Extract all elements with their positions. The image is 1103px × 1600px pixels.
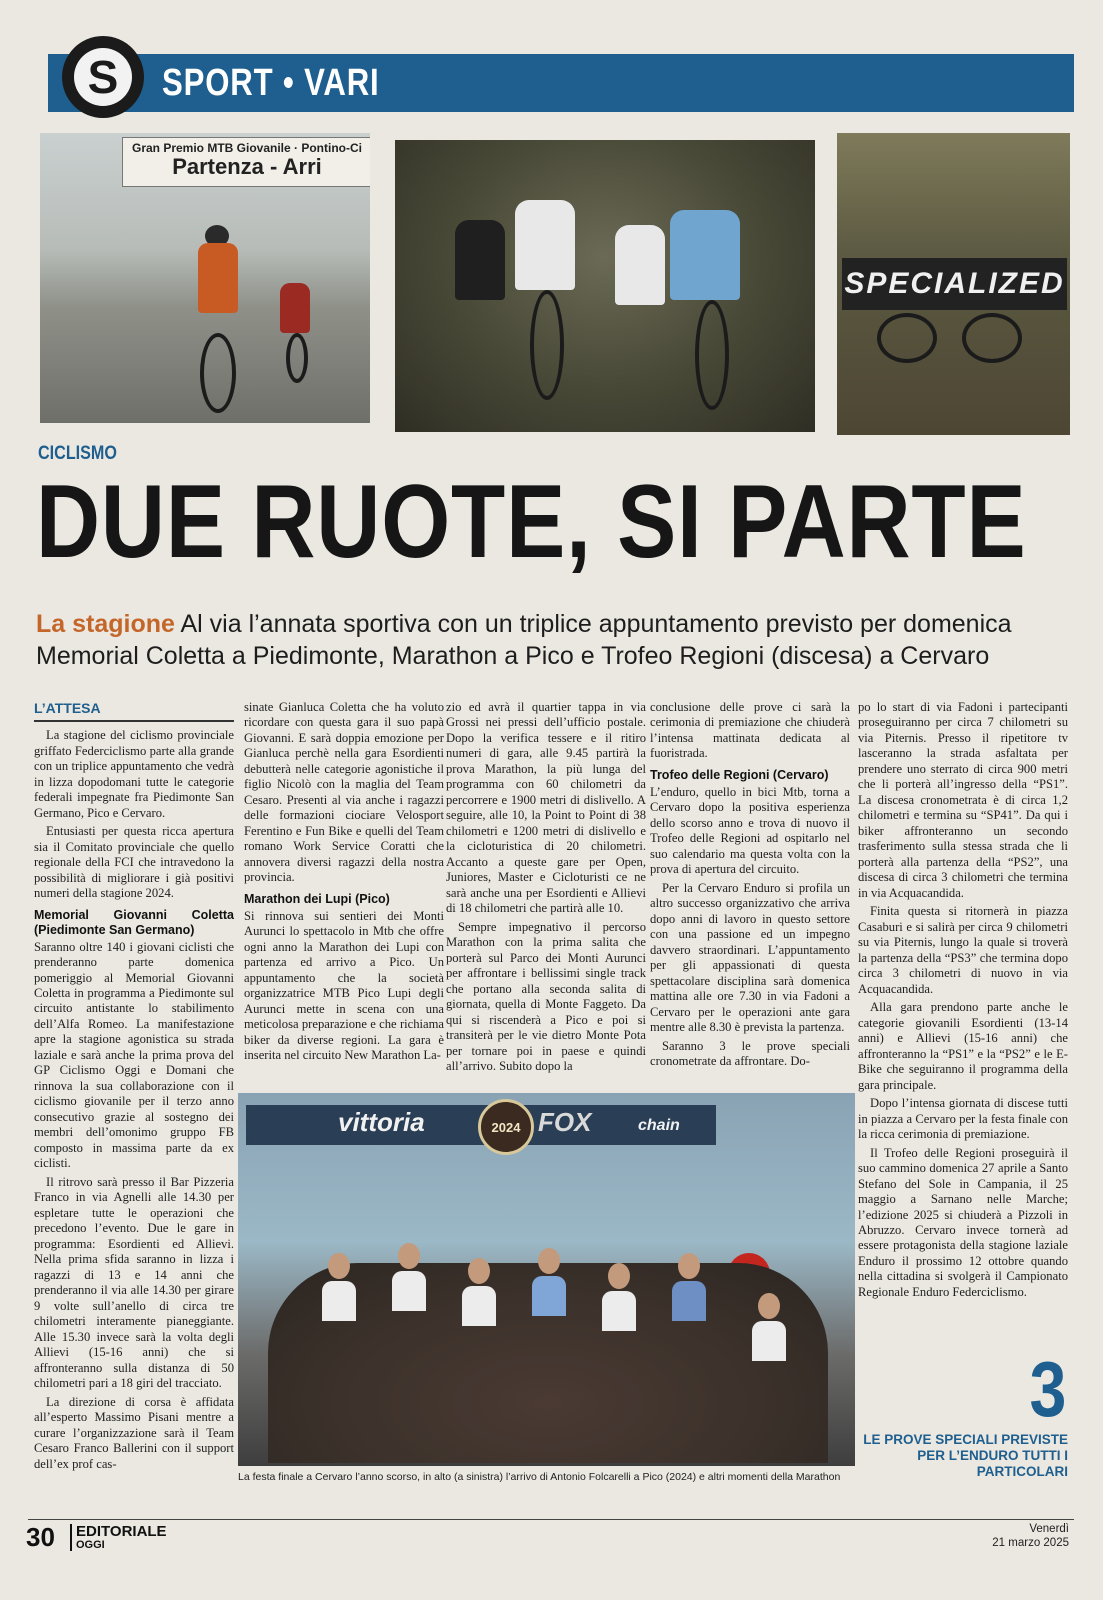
paragraph: Si rinnova sui sentieri dei Monti Aurunci lo spettacolo in Mtb che offre ogni anno la Marathon dei Lupi con partenza ed arrivo a Pico. Un appuntamento che la società organizzatrice MTB Pico Lupi degli Aurunci mette in scena con una meticolosa preparazione e che richiama biker da diverse regioni. La gara è inserita nel circuito New Marathon La- xyxy=(244,908,444,1063)
column-1 xyxy=(34,700,234,1475)
brand-name: EDITORIALE xyxy=(76,1523,167,1540)
paragraph: Saranno oltre 140 i giovani ciclisti che prenderanno parte domenica pomeriggio al Memorial Giovanni Coletta in programma a Piedimonte sul circuito antistante lo stabilimento dell’Alfa Romeo. La manifestazione apre la stagione agonistica su strada laziale e sarà anche la prima prova del GP Ciclismo Oggi e Domani che rinnova la sua collaborazione con il ciclismo giovanile per il terzo anno consecutivo grazie al sostegno dei membri dell’omonimo gruppo FB composto in massima parte da ex ciclisti. xyxy=(34,939,234,1171)
person-face xyxy=(328,1253,350,1279)
article-deck xyxy=(36,608,1076,672)
paragraph: Dopo l’intensa giornata di discese tutti in piazza a Cervaro per la festa finale con la ricca cerimonia di premiazione. xyxy=(858,1096,1068,1142)
bike-wheel xyxy=(962,313,1022,363)
column-3 xyxy=(446,700,646,1078)
paragraph: zio ed avrà il quartier tappa in via Grossi nei pressi dell’ufficio postale. Dopo la verifica tessere e il ritiro numeri di gara, alle 9.45 partirà la prova Marathon, la più lunga del programma con 60 chilometri da percorrere e 1900 metri di dislivello. A seguire, alle 10, la Point to Point di 38 chilometri e 1200 metri di dislivello e la cicloturistica di 20 chilometri. Accanto a queste gare per Open, Juniores, Master e Cicloturisti ce ne sarà anche una per Esordienti e Allievi di 18 chilometri che partirà alle 10. xyxy=(446,700,646,916)
sponsor-banner: SPECIALIZED xyxy=(842,258,1067,310)
event-badge: 2024 xyxy=(478,1099,534,1155)
bike-wheel xyxy=(200,333,236,413)
second-rider xyxy=(280,283,310,333)
finish-banner-main: Partenza - Arri xyxy=(172,154,322,179)
person-shirt xyxy=(602,1291,636,1331)
rider xyxy=(515,200,575,290)
callout-number: 3 xyxy=(1029,1345,1066,1433)
paragraph: sinate Gianluca Coletta che ha voluto ricordare con questa gara il suo papà Giovanni. E sarà doppia emozione per Gianluca perchè nella gara Esordienti debutterà nelle categorie agonistiche il figlio Nicolò con la maglia del Team Cesaro. Presenti al via anche i ragazzi delle formazioni ciociare Velosport Ferentino e Fun Bike e quelli del Team romano Work Service Coratti che annovera diversi ragazzi della nostra provincia. xyxy=(244,700,444,885)
arch-sponsor-mid: FOX xyxy=(538,1107,592,1137)
person-shirt xyxy=(532,1276,566,1316)
column-4 xyxy=(650,700,850,1073)
paragraph: Il ritrovo sarà presso il Bar Pizzeria Franco in via Agnelli alle 14.30 per espletare tutte le operazioni che precedono l’evento. Due le gare in programma: Esordienti ed Allievi. Nella prima sfida saranno in lizza i ragazzi di 13 e 14 anni che prenderanno il via alle 14.30 per girare 9 volte sull’anello di circa tre chilometri interamente pianeggiante. Alle 15.30 invece sarà la volta degli Allievi (15-16 anni) che si affronteranno sulla distanza di 50 chilometri pari a 18 giri del tracciato. xyxy=(34,1174,234,1391)
person-face xyxy=(678,1253,700,1279)
issue-date-text: 21 marzo 2025 xyxy=(992,1536,1069,1549)
section-title: SPORT • VARI xyxy=(162,61,380,104)
issue-date xyxy=(992,1523,1069,1551)
person-face xyxy=(538,1248,560,1274)
person-face xyxy=(468,1258,490,1284)
photo-marathon-group xyxy=(395,140,815,432)
article-kicker: CICLISMO xyxy=(38,443,117,464)
subheading-trofeo: Trofeo delle Regioni (Cervaro) xyxy=(650,767,829,782)
article-headline: DUE RUOTE, SI PARTE xyxy=(36,464,1027,580)
paragraph: Entusiasti per questa ricca apertura sia il Comitato provinciale che quello regionale della FCI che intravedono la possibilità di migliorare i già positivi numeri della stagione 2024. xyxy=(34,824,234,901)
rider-body xyxy=(198,243,238,313)
paragraph: L’enduro, quello in bici Mtb, torna a Cervaro dopo la positiva esperienza dello scorso anno e trova di nuovo il Trofeo delle Regioni ad ospitarlo nel suo calendario ma questa volta con la prova di apertura del circuito. xyxy=(650,784,850,877)
person-shirt xyxy=(672,1281,706,1321)
person-shirt xyxy=(392,1271,426,1311)
footer-rule xyxy=(28,1519,1074,1520)
subheading-marathon: Marathon dei Lupi (Pico) xyxy=(244,891,390,906)
callout-box xyxy=(862,1345,1072,1479)
rider-group xyxy=(495,180,755,380)
deck-kicker: La stagione xyxy=(36,610,175,638)
paragraph: Finita questa si ritornerà in piazza Casaburi e si salirà per circa 9 chilometri su via Piternis, lungo la quale si troverà la partenza della “PS3” che termina dopo circa 3 chilometri di nuovo in via Acquacandida. xyxy=(858,904,1068,996)
photo-group-celebration xyxy=(238,1093,855,1466)
callout-text: LE PROVE SPECIALI PREVISTE PER L’ENDURO TUTTI I PARTICOLARI xyxy=(863,1432,1068,1479)
issue-weekday: Venerdì xyxy=(1029,1523,1069,1535)
finish-banner-top: Gran Premio MTB Giovanile · Pontino-Ci xyxy=(131,141,362,155)
person-shirt xyxy=(462,1286,496,1326)
bike-wheel xyxy=(877,313,937,363)
paragraph: Il Trofeo delle Regioni proseguirà il suo cammino domenica 27 aprile a Santo Stefano del Sole in Campania, il 25 maggio a Sarnano nelle Marche; l’edizione 2025 si chiuderà a Pizzoli in Abruzzo. Cervaro invece tornerà ad essere protagonista della stagione laziale Enduro il prossimo 12 ottobre quando nella cittadina si svolgerà il Campionato Regionale Enduro Federciclismo. xyxy=(858,1145,1068,1299)
person-shirt xyxy=(752,1321,786,1361)
column-2 xyxy=(244,700,444,1067)
paragraph: Alla gara prendono parte anche le categorie giovanili Esordienti (13-14 anni) e Allievi (15-16 anni) che affronteranno la “PS1” e la “PS2” e le E-Bike che seguiranno il programma della gara principale. xyxy=(858,1000,1068,1092)
person-face xyxy=(758,1293,780,1319)
paragraph: Sempre impegnativo il percorso Marathon con la prima salita che porterà sul Parco dei Monti Aurunci per affrontare i bellissimi single track che portano alla seconda salita di giornata, quella di Monte Faggeto. Da qui si riscenderà a Pico e poi si transiterà per le vie dietro Monte Pota per tornare poi in paese e quindi all’arrivo. Subito dopo la xyxy=(446,919,646,1074)
arch-sponsor-right: chain xyxy=(638,1117,680,1134)
rider xyxy=(670,210,740,300)
person-face xyxy=(398,1243,420,1269)
section-logo xyxy=(62,36,144,118)
paragraph: conclusione delle prove ci sarà la cerimonia di premiazione che chiuderà l’intensa mattinata dedicata al fuoristrada. xyxy=(650,700,850,761)
person-face xyxy=(608,1263,630,1289)
bike-wheel xyxy=(530,290,564,400)
rider xyxy=(455,220,505,300)
bike-wheel xyxy=(286,333,308,383)
photo-enduro-rider xyxy=(837,133,1070,435)
attesa-label: L’ATTESA xyxy=(34,700,234,722)
paragraph: po lo start di via Fadoni i partecipanti proseguiranno per circa 7 chilometri su via Piternis. Presso il ripetitore tv lasceranno la strada asfaltata per prendere uno sterrato di circa 900 metri che li porterà all’ingresso della “PS1”. La discesa cronometrata è di circa 1,2 chilometri e termina su “SP41”. Da qui i biker affronteranno un secondo trasferimento sulla stessa strada che li porterà alla partenza della “PS2”, una discesa di circa 3 chilometri che termina in via Acquacandida. xyxy=(858,700,1068,900)
arch-sponsor-left: vittoria xyxy=(338,1107,425,1137)
deck-text: Al via l’annata sportiva con un triplice appuntamento previsto per domenica Memorial Coletta a Piedimonte, Marathon a Pico e Trofeo Regioni (discesa) a Cervaro xyxy=(36,610,1012,670)
paragraph: Saranno 3 le prove speciali cronometrate da affrontare. Do- xyxy=(650,1038,850,1069)
newspaper-brand xyxy=(70,1524,167,1551)
page-number: 30 xyxy=(26,1522,55,1552)
paragraph: La stagione del ciclismo provinciale griffato Federciclismo parte alla grande con un triplice appuntamento che vedrà in lizza dopodomani tutte le categorie federali impegnate fra Piedimonte San Germano, Pico e Cervaro. xyxy=(34,728,234,820)
photo-caption: La festa finale a Cervaro l’anno scorso, in alto (a sinistra) l’arrivo di Antonio Folcarelli a Pico (2024) e altri momenti della Marathon xyxy=(238,1471,841,1483)
column-5 xyxy=(858,700,1068,1303)
subheading-memorial: Memorial Giovanni Coletta (Piedimonte San Germano) xyxy=(34,907,234,937)
finish-banner xyxy=(122,137,370,187)
brand-sub: OGGI xyxy=(76,1538,105,1551)
person-shirt xyxy=(322,1281,356,1321)
section-logo-letter: S xyxy=(74,48,132,106)
bike-wheel xyxy=(695,300,729,410)
photo-finish-arrival xyxy=(40,133,370,423)
paragraph: Per la Cervaro Enduro si profila un altro successo organizzativo che arriva dopo anni di lavoro in questo settore con una passione ed un impegno davvero straordinari. L’appuntamento per gli appassionati di questa spettacolare disciplina sarà domenica mattina alle ore 7.30 in via Fadoni a Cervaro per le operazioni ante gara mentre alle 8.30 è prevista la partenza. xyxy=(650,880,850,1035)
rider xyxy=(615,225,665,305)
paragraph: La direzione di corsa è affidata all’esperto Massimo Pisani mentre a curare l’organizzazione sarà il Team Cesaro Franco Ballerini con il support dell’ex prof cas- xyxy=(34,1394,234,1471)
